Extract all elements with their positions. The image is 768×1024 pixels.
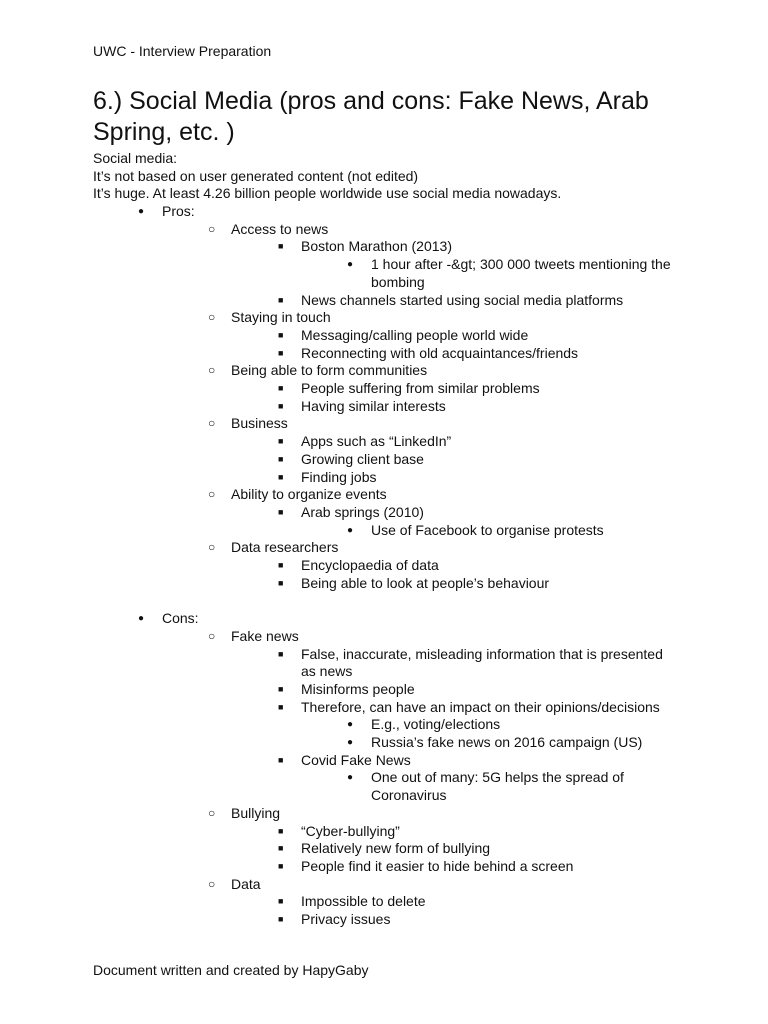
outline-item-text: Being able to form communities bbox=[231, 362, 428, 379]
outline-item-text: False, inaccurate, misleading information that is presented bbox=[301, 645, 663, 662]
bullet-icon: ■ bbox=[278, 453, 284, 464]
outline-item-text: Boston Marathon (2013) bbox=[301, 238, 452, 255]
bullet-icon: ○ bbox=[208, 416, 216, 431]
intro-line: It’s huge. At least 4.26 billion people worldwide use social media nowadays. bbox=[93, 185, 562, 202]
outline-item-text: as news bbox=[301, 663, 353, 680]
intro-line: It’s not based on user generated content (not edited) bbox=[93, 167, 419, 184]
bullet-icon: ■ bbox=[278, 294, 284, 305]
bullet-icon: ■ bbox=[278, 754, 284, 765]
bullet-icon: ○ bbox=[208, 628, 216, 643]
outline-item-text: Impossible to delete bbox=[301, 893, 426, 910]
bullet-icon: ■ bbox=[278, 683, 284, 694]
bullet-icon: ■ bbox=[278, 400, 284, 411]
bullet-icon: ■ bbox=[278, 577, 284, 588]
outline-item-text: Growing client base bbox=[301, 450, 424, 467]
outline-item-text: Relatively new form of bullying bbox=[301, 840, 491, 857]
outline-item-text: Staying in touch bbox=[231, 309, 331, 326]
outline-item-text: Arab springs (2010) bbox=[301, 503, 424, 520]
bullet-icon: ■ bbox=[278, 648, 284, 659]
outline-item-text: One out of many: 5G helps the spread of bbox=[371, 769, 624, 786]
outline-item-text: Privacy issues bbox=[301, 911, 391, 927]
bullet-icon: ■ bbox=[278, 241, 284, 252]
bullet-icon: ■ bbox=[278, 843, 284, 854]
outline-item-text: Data researchers bbox=[231, 539, 339, 556]
bullet-icon: ■ bbox=[278, 471, 284, 482]
outline-item-text: People find it easier to hide behind a screen bbox=[301, 857, 574, 874]
document-header: UWC - Interview Preparation bbox=[93, 43, 272, 59]
bullet-icon: ● bbox=[138, 613, 145, 625]
bullet-icon: ■ bbox=[278, 825, 284, 836]
bullet-icon: ○ bbox=[208, 540, 216, 555]
bullet-icon: ■ bbox=[278, 436, 284, 447]
bullet-icon: ■ bbox=[278, 560, 284, 570]
intro-block bbox=[93, 150, 561, 203]
outline-item-text: Access to news bbox=[231, 220, 329, 237]
outline-item-text: Apps such as “LinkedIn” bbox=[301, 433, 452, 450]
bullet-icon: ○ bbox=[208, 487, 216, 502]
bullet-icon: ● bbox=[347, 524, 354, 536]
bullet-icon: ● bbox=[138, 206, 145, 217]
outline-item-text: Therefore, can have an impact on their opinions/decisions bbox=[301, 698, 660, 715]
bullet-icon: ○ bbox=[208, 363, 216, 378]
bullet-icon: ● bbox=[347, 737, 354, 748]
outline-item-text: Cons: bbox=[162, 610, 199, 627]
outline-item-text: People suffering from similar problems bbox=[301, 380, 540, 396]
bullet-icon: ■ bbox=[278, 914, 284, 924]
outline-item-text: 1 hour after -&gt; 300 000 tweets mentioning the bbox=[371, 256, 671, 273]
outline-item-text: Reconnecting with old acquaintances/friends bbox=[301, 344, 579, 361]
outline-item-text: Bullying bbox=[231, 804, 281, 821]
outline-item-text: bombing bbox=[371, 273, 425, 290]
outline-item-text: Use of Facebook to organise protests bbox=[371, 521, 604, 538]
bullet-icon: ○ bbox=[208, 221, 216, 236]
outline-item-text: Business bbox=[231, 415, 288, 432]
outline-item-text: Data bbox=[231, 875, 261, 892]
outline-item-text: Messaging/calling people world wide bbox=[301, 326, 529, 343]
bullet-icon: ■ bbox=[278, 347, 284, 358]
outline-item-text: Finding jobs bbox=[301, 468, 377, 485]
outline-item-text: E.g., voting/elections bbox=[371, 716, 501, 733]
outline-item-text: Coronavirus bbox=[371, 787, 447, 804]
bullet-icon: ■ bbox=[278, 383, 284, 393]
bullet-icon: ○ bbox=[208, 876, 216, 891]
outline-item-text: Being able to look at people’s behaviour bbox=[301, 574, 550, 591]
outline-item-text: Ability to organize events bbox=[231, 486, 387, 503]
bullet-icon: ■ bbox=[278, 896, 284, 907]
outline-item-text: News channels started using social media platforms bbox=[301, 291, 624, 308]
bullet-icon: ■ bbox=[278, 329, 284, 340]
outline-item-text: Having similar interests bbox=[301, 397, 446, 414]
document-footer: Document written and created by HapyGaby bbox=[93, 962, 369, 978]
bullet-icon: ■ bbox=[278, 701, 284, 712]
outline-item-text: Covid Fake News bbox=[301, 751, 411, 768]
bullet-icon: ● bbox=[347, 719, 354, 731]
outline-item-text: Encyclopaedia of data bbox=[301, 557, 439, 573]
outline-item-text: Russia’s fake news on 2016 campaign (US) bbox=[371, 734, 643, 750]
bullet-icon: ○ bbox=[208, 310, 216, 325]
page-title: 6.) Social Media (pros and cons: Fake News, Arab Spring, etc. ) bbox=[93, 87, 649, 146]
outline-item-text: Pros: bbox=[162, 203, 195, 219]
outline-item-text: Fake news bbox=[231, 627, 299, 644]
bullet-icon: ● bbox=[347, 772, 354, 784]
intro-line: Social media: bbox=[93, 150, 178, 166]
outline-item-text: “Cyber-bullying” bbox=[301, 822, 400, 839]
outline-item-text: Misinforms people bbox=[301, 680, 415, 697]
bullet-icon: ○ bbox=[208, 805, 216, 820]
bullet-icon: ■ bbox=[278, 506, 284, 517]
bullet-icon: ● bbox=[347, 259, 354, 271]
bullet-icon: ■ bbox=[278, 860, 284, 871]
